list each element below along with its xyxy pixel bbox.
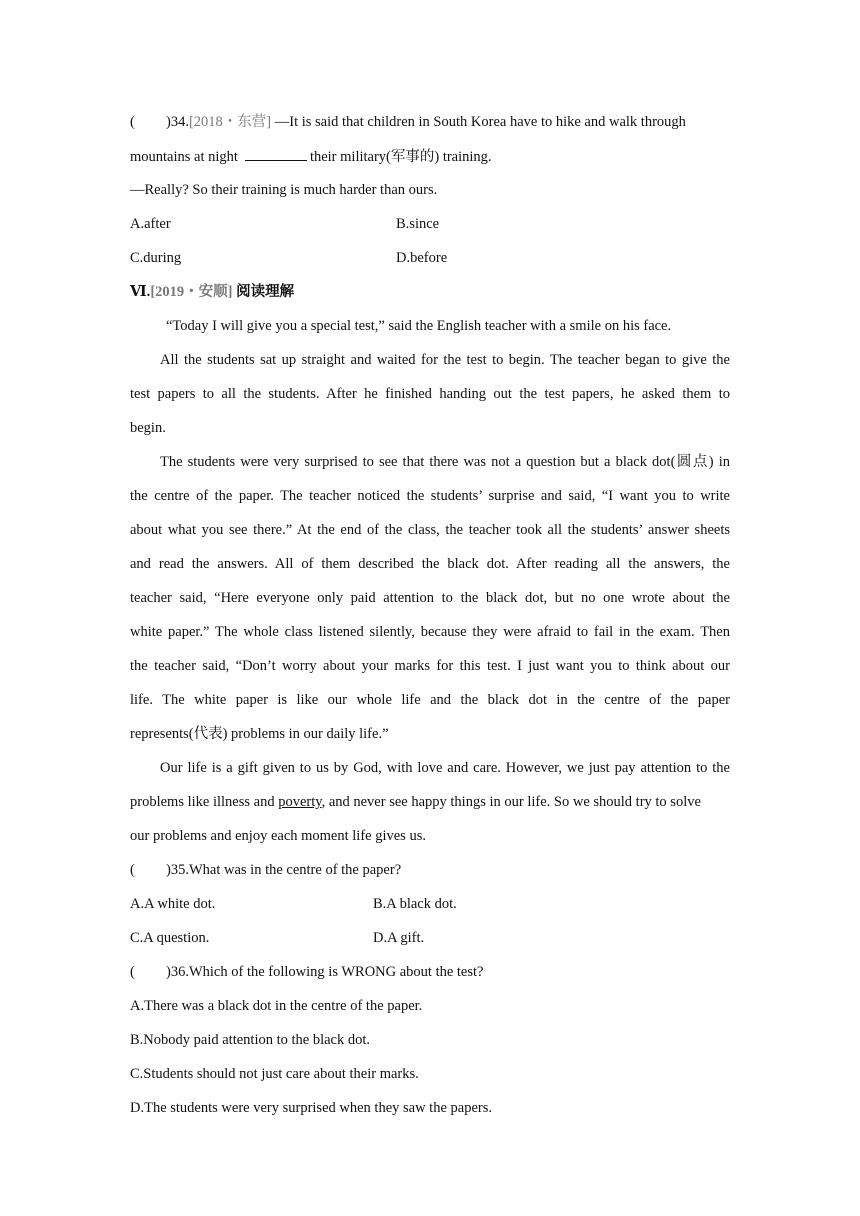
q35-answer-blank[interactable]: ( xyxy=(130,862,135,878)
q34-option-d[interactable]: D.before xyxy=(396,250,448,266)
q34-line1: ( )34.[2018・东营] —It is said that children in South Korea have to hike and walk through xyxy=(130,114,686,130)
section-number: Ⅵ. xyxy=(130,284,151,300)
underlined-word: poverty xyxy=(278,794,322,810)
q36-option-b[interactable]: B.Nobody paid attention to the black dot. xyxy=(130,1032,371,1048)
passage-p3-line2: the centre of the paper. The teacher noticed the students’ surprise and said, “I want you to write xyxy=(130,488,730,504)
q34-text: —It is said that children in South Korea have to hike and walk through xyxy=(274,114,686,130)
passage-p4-line1: Our life is a gift given to us by God, with love and care. However, we just pay attention to the xyxy=(160,760,730,776)
q34-answer-blank[interactable]: ( xyxy=(130,114,135,130)
q34-option-c[interactable]: C.during xyxy=(130,250,182,266)
section-title: 阅读理解 xyxy=(236,284,295,300)
q35-options-row1 xyxy=(130,894,730,914)
passage-p3-line1: The students were very surprised to see that there was not a question but a black dot(圆点) in xyxy=(160,454,730,470)
passage-p1: “Today I will give you a special test,” said the English teacher with a smile on his face. xyxy=(166,318,672,334)
q36-option-c[interactable]: C.Students should not just care about their marks. xyxy=(130,1066,419,1082)
q35-option-a[interactable]: A.A white dot. xyxy=(130,896,216,912)
passage-p4-line2: problems like illness and poverty, and never see happy things in our life. So we should try to solve xyxy=(130,794,701,810)
q36-stem: ( )36.Which of the following is WRONG about the test? xyxy=(130,964,484,980)
q35-stem: ( )35.What was in the centre of the paper? xyxy=(130,862,402,878)
passage-p3-line3: about what you see there.” At the end of the class, the teacher took all the students’ answer sheets xyxy=(130,522,730,538)
section-source: [2019・安顺] xyxy=(150,284,233,300)
q34-options-row1 xyxy=(130,214,730,234)
q36-answer-blank[interactable]: ( xyxy=(130,964,135,980)
passage-p2-line2: test papers to all the students. After he finished handing out the test papers, he asked them to xyxy=(130,386,730,402)
q34-number: 34. xyxy=(170,114,189,130)
passage-p3-line7: the teacher said, “Don’t worry about your marks for this test. I just want you to think about our xyxy=(130,658,730,674)
passage-p3-line5: teacher said, “Here everyone only paid attention to the black dot, but no one wrote about the xyxy=(130,590,730,606)
q34-options-row2 xyxy=(130,248,730,268)
q36-option-d[interactable]: D.The students were very surprised when they saw the papers. xyxy=(130,1100,492,1116)
q34-option-b[interactable]: B.since xyxy=(396,216,440,232)
passage-p3-line8: life. The white paper is like our whole life and the black dot in the centre of the paper xyxy=(130,692,730,708)
passage-p3-line6: white paper.” The whole class listened silently, because they were afraid to fail in the exam. Then xyxy=(130,624,730,640)
q35-options-row2 xyxy=(130,928,730,948)
passage-p3-line9: represents(代表) problems in our daily life.” xyxy=(130,726,389,742)
q36-text: 36.Which of the following is WRONG about the test? xyxy=(170,964,484,980)
passage-p2-line1: All the students sat up straight and waited for the test to begin. The teacher began to give the xyxy=(160,352,730,368)
q34-line2: mountains at night their military(军事的) training. xyxy=(130,146,730,167)
q34-fill-blank[interactable] xyxy=(245,146,307,161)
q34-option-a[interactable]: A.after xyxy=(130,216,171,232)
passage-p2-line3: begin. xyxy=(130,420,166,436)
q35-text: 35.What was in the centre of the paper? xyxy=(170,862,402,878)
q34-line3: —Really? So their training is much harder than ours. xyxy=(130,182,438,198)
q35-option-b[interactable]: B.A black dot. xyxy=(373,896,457,912)
q34-source: [2018・东营] xyxy=(188,114,272,130)
q35-option-c[interactable]: C.A question. xyxy=(130,930,210,946)
q35-option-d[interactable]: D.A gift. xyxy=(373,930,425,946)
q36-option-a[interactable]: A.There was a black dot in the centre of the paper. xyxy=(130,998,423,1014)
passage-p4-line3: our problems and enjoy each moment life gives us. xyxy=(130,828,426,844)
passage-p3-line4: and read the answers. All of them described the black dot. After reading all the answers, the xyxy=(130,556,730,572)
section-heading xyxy=(130,282,730,302)
